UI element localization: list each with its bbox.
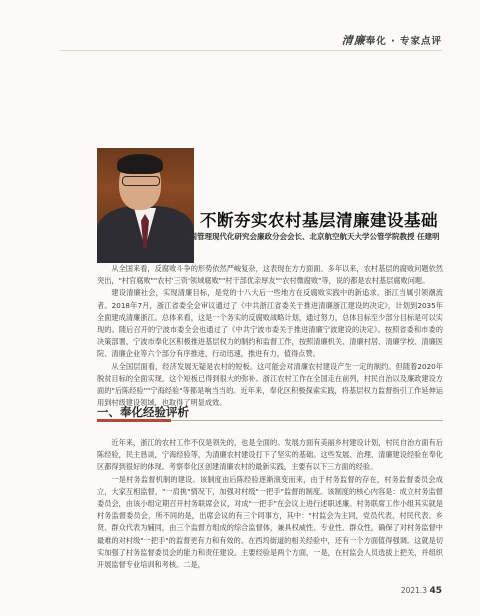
intro-text (97, 263, 443, 409)
section-divider (97, 420, 443, 421)
article-title: 不断夯实农村基层清廉建设基础 (200, 211, 438, 230)
section-paragraph: 近年来，浙江的农村工作不仅是领先的，也是全面的。发展方面有美丽乡村建设计划，村民自治方面有后陈经验，民主恳谈，宁海经验等，为清廉农村建设打下了坚实的基础。这些发展、治理、清廉建设经验在奉化区都得到很好的体现。考察奉化区创建清廉农村的最新实践，主要有以下三方面的经验。 (97, 438, 443, 472)
author-photo (97, 148, 194, 263)
section-text (97, 437, 443, 571)
issue-date: 2021.3 (400, 586, 428, 595)
section-paragraph: 一是村务监督机制的建设。该制度由后陈经验逐渐演变而来，由于村务监督的存在，村务监督委员会成立，大家互相监督，"一肩挑"情况下，加强对村级"一把手"监督的制度。该制度的核心内容是：成立村务监督委员会，由该小组定期召开村务联席会议，对成"一把手"在会议上进行述职述廉。村务联席工作小组其实就是村务监督委员会，所不同的是，出席会议的有三个同事方，其中："村监会为主同，党员代表、村民代表、乡贤、群众代表为辅同，由三个监督方组成的综合监督体，兼具权威性、专业性、群众性，确保了对村务监督中最难的对村级"一把手"的监督更有力和有效的。在西坞街道的相关经验中，还有一个方面值得强调。这就是切实加强了村务监督委员会的能力和责任建设。主要经验是两个方面，一是，在村监会人员选拔上把关，并组织开展监督专业培训和考核。二是， (97, 474, 443, 570)
column-brand: 清廉 (341, 34, 366, 47)
intro-paragraph: 从全国来看，反腐败斗争的形势依然严峻复杂，这表现在方方面面。多年以来，农村基层的腐败问题依然突出，"村官腐败""农村'三资'领域腐败""村干部优亲厚友""农村微腐败"等，说的都是农村基层腐败问题。 (97, 264, 443, 286)
author-byline: 中国管理现代化研究会廉政分会会长、北京航空航天大学公管学院教授 任建明 (182, 232, 440, 241)
header-divider (60, 50, 442, 51)
section-heading: 一、奉化经验评析 (97, 405, 189, 419)
intro-paragraph: 从全国层面看，经济发展无疑是农村的短板。这可能会对清廉农村建设产生一定的制约。但随着2020年脱贫目标的全面实现，这个短板已得到很大的弥补。浙江农村工作在全国走在前列，村民自治以及廉政建设方面的"后陈经验""宁海经验"等都是响当当的。近年来，奉化区积极探索实践，将基层权力监督指引工作延伸运用到村级建设领域，也取得了明显成效。 (97, 361, 443, 408)
page-number: 45 (429, 586, 442, 596)
page-footer (401, 586, 442, 596)
intro-paragraph: 建设清廉社会，实现清廉目标，是党的十八大后一些地方在反腐败实践中的新追求。浙江当属引领潮流者。2018年7月，浙江省委全会审议通过了《中共浙江省委关于推进清廉浙江建设的决定》，计划到2035年全面建成清廉浙江。总体来看，这是一个务实的反腐败战略计划，通过努力，总体目标至少部分目标是可以实现的。随后召开的宁波市委全会也通过了《中共宁波市委关于推进清廉宁波建设的决定》。按照省委和市委的决策部署，宁波市奉化区积极推进基层权力的制约和监督工作，按照清廉机关、清廉村居、清廉学校、清廉医院、清廉企业等六个部分有序推进，行动迅速，推进有力，值得点赞。 (97, 288, 443, 359)
column-header (342, 32, 442, 48)
column-name: 奉化 · 专家点评 (365, 36, 442, 47)
